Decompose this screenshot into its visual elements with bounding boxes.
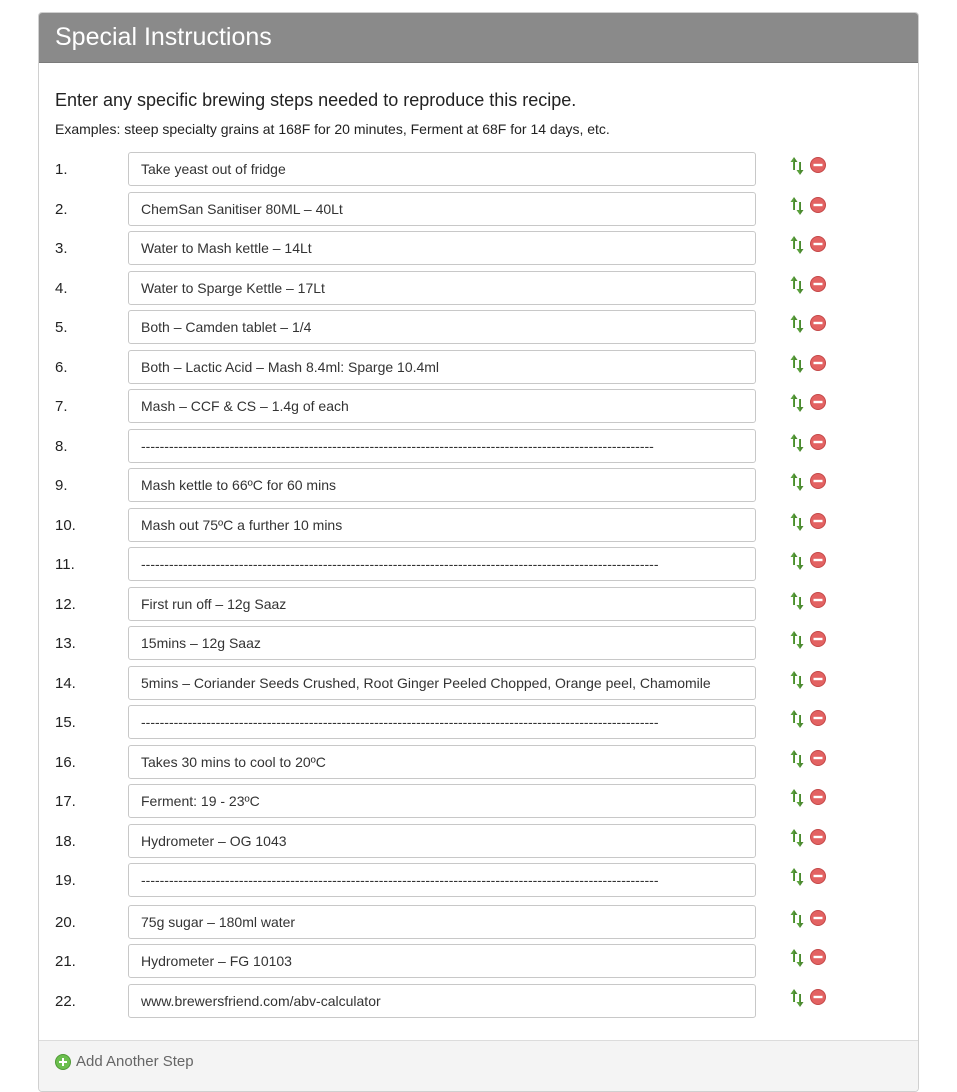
- step-number: 10.: [55, 517, 76, 534]
- step-input[interactable]: [128, 587, 756, 621]
- step-row: [39, 905, 918, 941]
- remove-icon[interactable]: [810, 910, 826, 926]
- step-number: 8.: [55, 438, 68, 455]
- move-up-down-icon[interactable]: [790, 828, 804, 848]
- step-number: 2.: [55, 201, 68, 218]
- move-up-down-icon[interactable]: [790, 749, 804, 769]
- step-row: [39, 192, 918, 228]
- step-input[interactable]: [128, 389, 756, 423]
- move-up-down-icon[interactable]: [790, 948, 804, 968]
- step-row: [39, 705, 918, 741]
- special-instructions-panel: [38, 12, 919, 1092]
- step-row: [39, 429, 918, 465]
- step-input[interactable]: [128, 468, 756, 502]
- remove-icon[interactable]: [810, 157, 826, 173]
- step-number: 21.: [55, 953, 76, 970]
- step-input[interactable]: [128, 192, 756, 226]
- move-up-down-icon[interactable]: [790, 433, 804, 453]
- remove-icon[interactable]: [810, 434, 826, 450]
- remove-icon[interactable]: [810, 355, 826, 371]
- step-number: 9.: [55, 477, 68, 494]
- panel-body: [39, 89, 918, 138]
- step-input[interactable]: [128, 784, 756, 818]
- remove-icon[interactable]: [810, 197, 826, 213]
- move-up-down-icon[interactable]: [790, 591, 804, 611]
- step-row: [39, 152, 918, 188]
- step-input[interactable]: [128, 705, 756, 739]
- remove-icon[interactable]: [810, 631, 826, 647]
- step-input[interactable]: [128, 310, 756, 344]
- remove-icon[interactable]: [810, 473, 826, 489]
- step-number: 18.: [55, 833, 76, 850]
- add-step-button[interactable]: [55, 1053, 194, 1070]
- step-input[interactable]: [128, 271, 756, 305]
- step-input[interactable]: [128, 152, 756, 186]
- move-up-down-icon[interactable]: [790, 551, 804, 571]
- step-row: [39, 784, 918, 820]
- step-row: [39, 984, 918, 1020]
- move-up-down-icon[interactable]: [790, 788, 804, 808]
- move-up-down-icon[interactable]: [790, 709, 804, 729]
- step-row: [39, 350, 918, 386]
- add-step-label: Add Another Step: [76, 1053, 194, 1070]
- step-row: [39, 508, 918, 544]
- move-up-down-icon[interactable]: [790, 630, 804, 650]
- move-up-down-icon[interactable]: [790, 512, 804, 532]
- step-row: [39, 944, 918, 980]
- panel-footer: [39, 1040, 918, 1092]
- move-up-down-icon[interactable]: [790, 156, 804, 176]
- step-input[interactable]: [128, 666, 756, 700]
- remove-icon[interactable]: [810, 671, 826, 687]
- panel-title: Special Instructions: [55, 23, 272, 51]
- step-input[interactable]: [128, 745, 756, 779]
- step-row: [39, 587, 918, 623]
- move-up-down-icon[interactable]: [790, 472, 804, 492]
- step-row: [39, 310, 918, 346]
- remove-icon[interactable]: [810, 236, 826, 252]
- remove-icon[interactable]: [810, 513, 826, 529]
- step-number: 7.: [55, 398, 68, 415]
- step-number: 6.: [55, 359, 68, 376]
- move-up-down-icon[interactable]: [790, 867, 804, 887]
- move-up-down-icon[interactable]: [790, 275, 804, 295]
- move-up-down-icon[interactable]: [790, 235, 804, 255]
- step-number: 5.: [55, 319, 68, 336]
- move-up-down-icon[interactable]: [790, 314, 804, 334]
- step-row: [39, 745, 918, 781]
- step-number: 13.: [55, 635, 76, 652]
- move-up-down-icon[interactable]: [790, 909, 804, 929]
- remove-icon[interactable]: [810, 394, 826, 410]
- move-up-down-icon[interactable]: [790, 354, 804, 374]
- remove-icon[interactable]: [810, 315, 826, 331]
- step-row: [39, 468, 918, 504]
- step-input[interactable]: [128, 944, 756, 978]
- panel-header: [39, 13, 918, 63]
- step-number: 20.: [55, 914, 76, 931]
- remove-icon[interactable]: [810, 750, 826, 766]
- add-icon: [55, 1054, 71, 1070]
- step-number: 19.: [55, 872, 76, 889]
- move-up-down-icon[interactable]: [790, 196, 804, 216]
- step-input[interactable]: [128, 824, 756, 858]
- step-number: 12.: [55, 596, 76, 613]
- step-input[interactable]: [128, 905, 756, 939]
- step-input[interactable]: [128, 508, 756, 542]
- step-number: 14.: [55, 675, 76, 692]
- move-up-down-icon[interactable]: [790, 393, 804, 413]
- step-row: [39, 626, 918, 662]
- step-number: 1.: [55, 161, 68, 178]
- remove-icon[interactable]: [810, 989, 826, 1005]
- step-number: 3.: [55, 240, 68, 257]
- step-row: [39, 547, 918, 583]
- step-row: [39, 271, 918, 307]
- step-row: [39, 863, 918, 899]
- move-up-down-icon[interactable]: [790, 988, 804, 1008]
- remove-icon[interactable]: [810, 552, 826, 568]
- remove-icon[interactable]: [810, 276, 826, 292]
- remove-icon[interactable]: [810, 868, 826, 884]
- remove-icon[interactable]: [810, 710, 826, 726]
- step-number: 22.: [55, 993, 76, 1010]
- step-input[interactable]: [128, 231, 756, 265]
- move-up-down-icon[interactable]: [790, 670, 804, 690]
- step-row: [39, 231, 918, 267]
- intro-text: Enter any specific brewing steps needed to reproduce this recipe.: [55, 90, 577, 110]
- step-input[interactable]: [128, 626, 756, 660]
- step-number: 17.: [55, 793, 76, 810]
- step-row: [39, 666, 918, 702]
- step-input[interactable]: [128, 547, 756, 581]
- step-input[interactable]: [128, 350, 756, 384]
- step-input[interactable]: [128, 863, 756, 897]
- step-number: 4.: [55, 280, 68, 297]
- step-input[interactable]: [128, 984, 756, 1018]
- remove-icon[interactable]: [810, 829, 826, 845]
- step-input[interactable]: [128, 429, 756, 463]
- examples-text: Examples: steep specialty grains at 168F for 20 minutes, Ferment at 68F for 14 days, etc.: [55, 121, 610, 137]
- step-number: 15.: [55, 714, 76, 731]
- remove-icon[interactable]: [810, 592, 826, 608]
- step-number: 11.: [55, 556, 75, 573]
- step-row: [39, 824, 918, 860]
- remove-icon[interactable]: [810, 949, 826, 965]
- step-row: [39, 389, 918, 425]
- remove-icon[interactable]: [810, 789, 826, 805]
- step-number: 16.: [55, 754, 76, 771]
